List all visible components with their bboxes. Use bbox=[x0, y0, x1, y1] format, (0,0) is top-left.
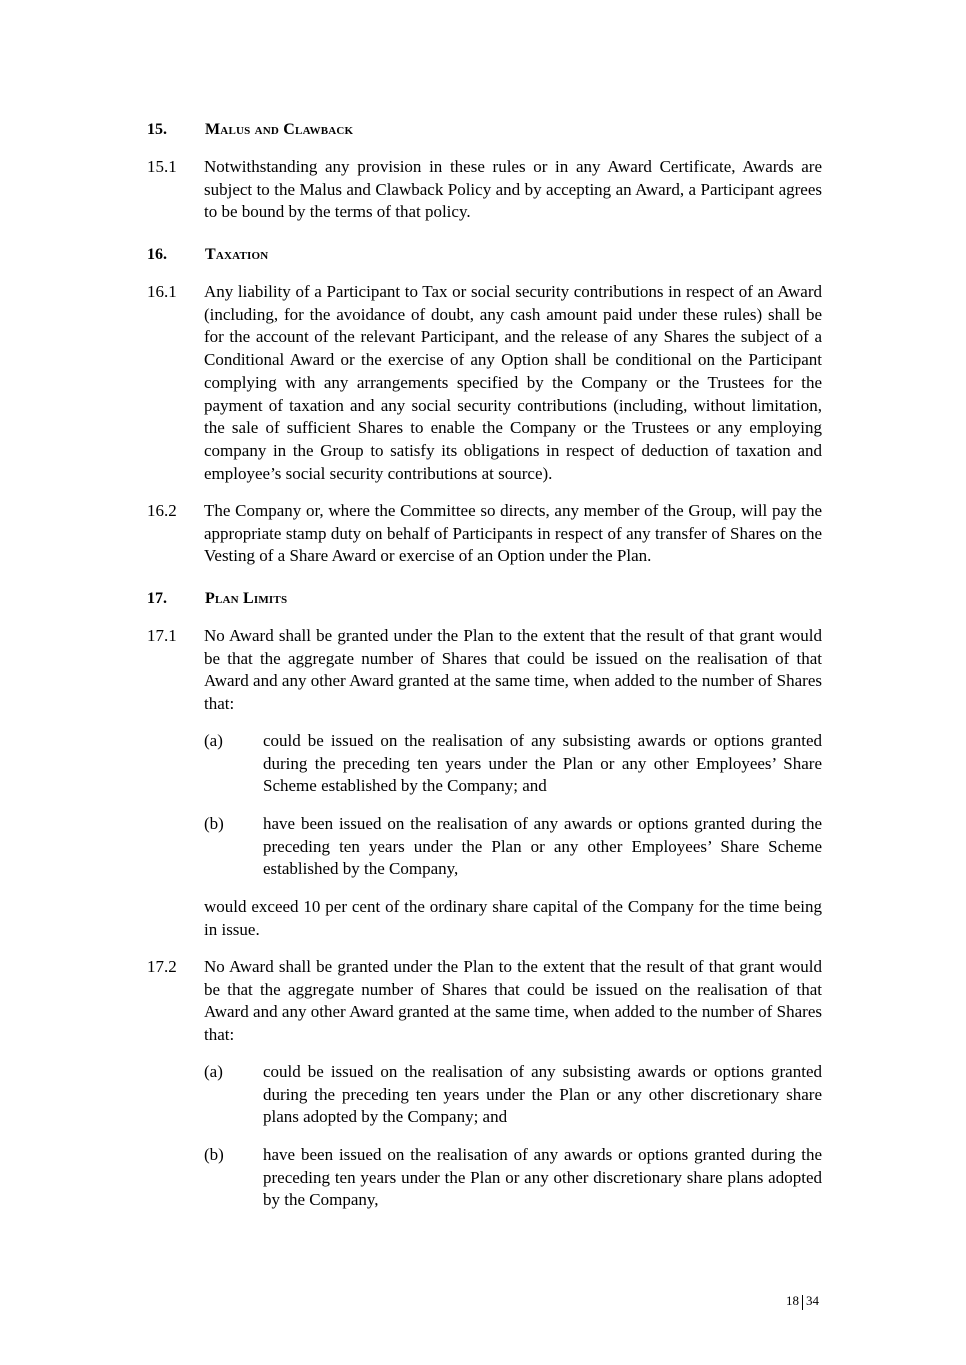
clause-text: No Award shall be granted under the Plan to the extent that the result of that grant would be that the aggregate number of Shares that could be issued on the realisation of that Award and any other Award granted at the same time, when added to the number of Shares that: bbox=[204, 957, 822, 1045]
clause-17-1-item-a bbox=[204, 730, 822, 798]
clause-17-1-closing: would exceed 10 per cent of the ordinary share capital of the Company for the time being in issue. bbox=[204, 897, 822, 939]
section-title: Taxation bbox=[205, 246, 269, 263]
clause-15-1 bbox=[147, 156, 822, 224]
current-page: 18 bbox=[786, 1293, 799, 1308]
clause-17-2 bbox=[147, 956, 822, 1047]
clause-16-1 bbox=[147, 281, 822, 485]
clause-text: Notwithstanding any provision in these rules or in any Award Certificate, Awards are subject to the Malus and Clawback Policy and by accepting an Award, a Participant agrees to be bound by the terms of that policy. bbox=[204, 157, 822, 222]
section-number: 17. bbox=[147, 590, 167, 607]
clause-text: No Award shall be granted under the Plan to the extent that the result of that grant would be that the aggregate number of Shares that could be issued on the realisation of that Award and any other Award granted at the same time, when added to the number of Shares that: bbox=[204, 626, 822, 714]
clause-17-2-item-a bbox=[204, 1061, 822, 1129]
item-label: (a) bbox=[204, 731, 223, 750]
clause-number: 16.1 bbox=[147, 282, 177, 301]
clause-text: Any liability of a Participant to Tax or social security contributions in respect of an Award (including, for the avoidance of doubt, any cash amount paid under these rules) shall be for the account of the relevant Participant, and the release of any Shares the subject of a Conditional Award or the exercise of any Option shall be conditional on the Participant complying with any arrangements specified by the Company or the Trustees for the payment of taxation and any social security contributions (including, without limitation, the sale of sufficient Shares to enable the Company or the Trustees or any employing company in the Group to satisfy its obligations in respect of deduction of taxation and employee’s social security contributions at source). bbox=[204, 282, 822, 483]
section-number: 16. bbox=[147, 246, 167, 263]
clause-number: 16.2 bbox=[147, 501, 177, 520]
item-label: (b) bbox=[204, 1145, 224, 1164]
item-text: could be issued on the realisation of any subsisting awards or options granted during the preceding ten years under the Plan or any other Employees’ Share Scheme established by the Company; and bbox=[263, 731, 822, 796]
clause-17-2-item-b bbox=[204, 1144, 822, 1212]
clause-17-1 bbox=[147, 625, 822, 716]
total-pages: 34 bbox=[806, 1293, 819, 1308]
clause-number: 17.1 bbox=[147, 626, 177, 645]
section-title: Malus and Clawback bbox=[205, 121, 354, 138]
page-separator bbox=[802, 1295, 803, 1310]
clause-number: 17.2 bbox=[147, 957, 177, 976]
section-number: 15. bbox=[147, 121, 167, 138]
clause-number: 15.1 bbox=[147, 157, 177, 176]
item-text: have been issued on the realisation of any awards or options granted during the preceding ten years under the Plan or any other Employees’ Share Scheme established by the Company, bbox=[263, 814, 822, 879]
item-label: (b) bbox=[204, 814, 224, 833]
clause-17-1-item-b bbox=[204, 813, 822, 881]
item-label: (a) bbox=[204, 1062, 223, 1081]
section-title: Plan Limits bbox=[205, 590, 288, 607]
page-number bbox=[786, 1292, 819, 1310]
clause-16-2 bbox=[147, 500, 822, 568]
item-text: could be issued on the realisation of any subsisting awards or options granted during the preceding ten years under the Plan or any other discretionary share plans adopted by the Company; and bbox=[263, 1062, 822, 1127]
clause-text: The Company or, where the Committee so directs, any member of the Group, will pay the appropriate stamp duty on behalf of Participants in respect of any transfer of Shares on the Vesting of a Share Award or exercise of an Option under the Plan. bbox=[204, 501, 822, 566]
item-text: have been issued on the realisation of any awards or options granted during the preceding ten years under the Plan or any other discretionary share plans adopted by the Company, bbox=[263, 1145, 822, 1210]
